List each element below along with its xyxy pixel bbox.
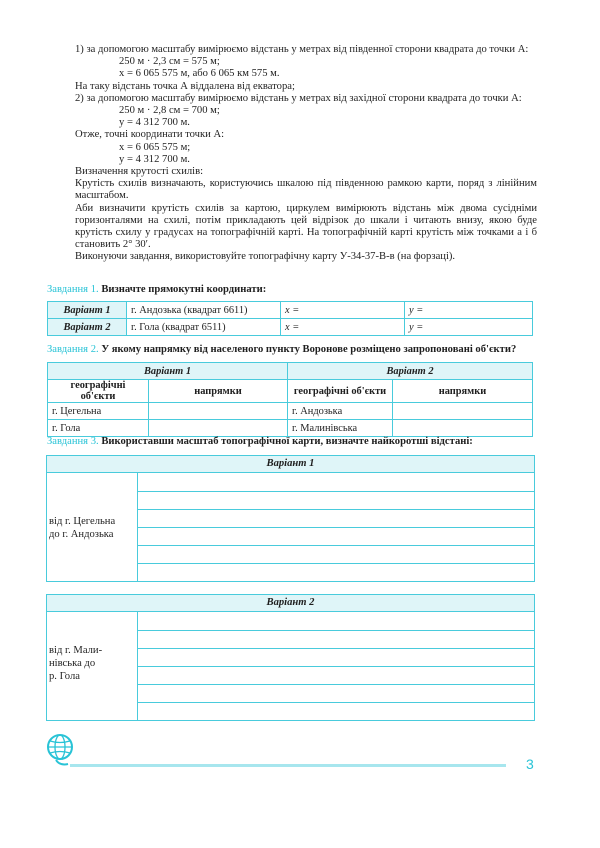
task3-label: Завдання 3. <box>47 436 99 447</box>
intro-line: 2) за допомогою масштабу вимірюємо відстань у метрах від західної сторони квадрата до точки А: <box>75 92 522 104</box>
task3-text: Використавши масштаб топографічної карти, визначте найкоротші відстані: <box>101 436 473 447</box>
route-label-line: р. Гола <box>49 671 80 682</box>
y-answer-cell[interactable]: y = <box>405 319 533 336</box>
intro-line: x = 6 065 575 м; <box>119 141 191 153</box>
intro-line: Виконуючи завдання, використовуйте топографічну карту У-34-37-В-в (на форзаці). <box>75 251 456 263</box>
answer-line[interactable] <box>138 666 534 667</box>
col-objects-header: географічні об'єкти <box>288 380 393 403</box>
answer-line[interactable] <box>138 702 534 703</box>
object-cell: г. Малинівська <box>288 420 393 437</box>
y-answer-cell[interactable]: y = <box>405 302 533 319</box>
task1-table <box>47 301 533 336</box>
col-directions-header: напрямки <box>149 380 288 403</box>
x-answer-cell[interactable]: x = <box>281 319 405 336</box>
intro-line: Визначення крутості схилів: <box>75 166 204 178</box>
object-cell: г. Гола <box>48 420 149 437</box>
intro-line: Отже, точні координати точки А: <box>75 129 225 141</box>
x-answer-cell[interactable]: x = <box>281 302 405 319</box>
task3-title <box>47 436 473 447</box>
intro-line: 1) за допомогою масштабу вимірюємо відстань у метрах від південної сторони квадрата до точки А: <box>75 44 529 55</box>
route-label-line: нівська до <box>49 658 96 669</box>
col-objects-header: географічні об'єкти <box>48 380 149 403</box>
answer-line[interactable] <box>138 648 534 649</box>
answer-line[interactable] <box>138 630 534 631</box>
direction-answer-cell[interactable] <box>149 403 288 420</box>
task2-text: У якому напрямку від населеного пункту Воронове розміщено запропоновані об'єкти? <box>101 344 517 355</box>
answer-area[interactable] <box>47 473 534 581</box>
variant2-header: Варіант 2 <box>288 363 533 380</box>
answer-line[interactable] <box>138 491 534 492</box>
answer-line[interactable] <box>138 509 534 510</box>
place-cell: г. Андозька (квадрат 6611) <box>127 302 281 319</box>
task1-text: Визначте прямокутні координати: <box>101 284 267 295</box>
direction-answer-cell[interactable] <box>149 420 288 437</box>
intro-line: x = 6 065 575 м, або 6 065 км 575 м. <box>119 68 280 80</box>
intro-line: y = 4 312 700 м. <box>119 153 190 165</box>
answer-line[interactable] <box>138 527 534 528</box>
task1-title <box>47 284 266 295</box>
page-number: 3 <box>526 756 534 772</box>
direction-answer-cell[interactable] <box>393 420 533 437</box>
direction-answer-cell[interactable] <box>393 403 533 420</box>
intro-line: y = 4 312 700 м. <box>119 117 190 129</box>
table-row <box>48 319 533 336</box>
intro-line: 250 м · 2,3 см = 575 м; <box>119 56 220 68</box>
intro-line: Аби визначити крутість схилів за картою, циркулем вимірюють відстань між двома сусідніми горизонталями на схилі, потім прикладають цей відрізок до шкали і читають внизу, якою буде крутість схилу у градусах на топографічній карті. На топографічній карті крутість між точками а і б становить 2° 30′. <box>75 202 537 251</box>
intro-line: На таку відстань точка А віддалена від екватора; <box>75 80 295 92</box>
answer-line[interactable] <box>138 684 534 685</box>
table-row <box>48 363 533 380</box>
variant1-header: Варіант 1 <box>47 456 534 473</box>
col-directions-header: напрямки <box>393 380 533 403</box>
variant-cell: Варіант 2 <box>48 319 127 336</box>
task3-variant2-box <box>46 594 535 721</box>
table-row <box>48 403 533 420</box>
variant2-header: Варіант 2 <box>47 595 534 612</box>
variant-cell: Варіант 1 <box>48 302 127 319</box>
object-cell: г. Андозька <box>288 403 393 420</box>
route-label <box>47 473 138 581</box>
intro-line: 250 м · 2,8 см = 700 м; <box>119 105 220 117</box>
route-label-line: до г. Андозька <box>49 529 114 540</box>
task2-label: Завдання 2. <box>47 344 99 355</box>
task3-variant1-box <box>46 455 535 582</box>
intro-text <box>75 44 537 264</box>
answer-line[interactable] <box>138 545 534 546</box>
route-label-line: від г. Мали- <box>49 645 103 656</box>
variant1-header: Варіант 1 <box>48 363 288 380</box>
answer-line[interactable] <box>138 563 534 564</box>
object-cell: г. Цегельна <box>48 403 149 420</box>
table-row <box>48 302 533 319</box>
place-cell: г. Гола (квадрат 6511) <box>127 319 281 336</box>
route-label-line: від г. Цегельна <box>49 516 116 527</box>
table-row <box>48 380 533 403</box>
answer-area[interactable] <box>47 612 534 720</box>
task1-label: Завдання 1. <box>47 284 99 295</box>
route-label <box>47 612 138 720</box>
table-row <box>48 420 533 437</box>
footer-rule <box>70 764 506 767</box>
task2-title <box>47 344 516 355</box>
task2-table <box>47 362 533 437</box>
intro-line: Крутість схилів визначають, користуючись шкалою під південною рамкою карти, поряд з лінійним масштабом. <box>75 178 537 202</box>
